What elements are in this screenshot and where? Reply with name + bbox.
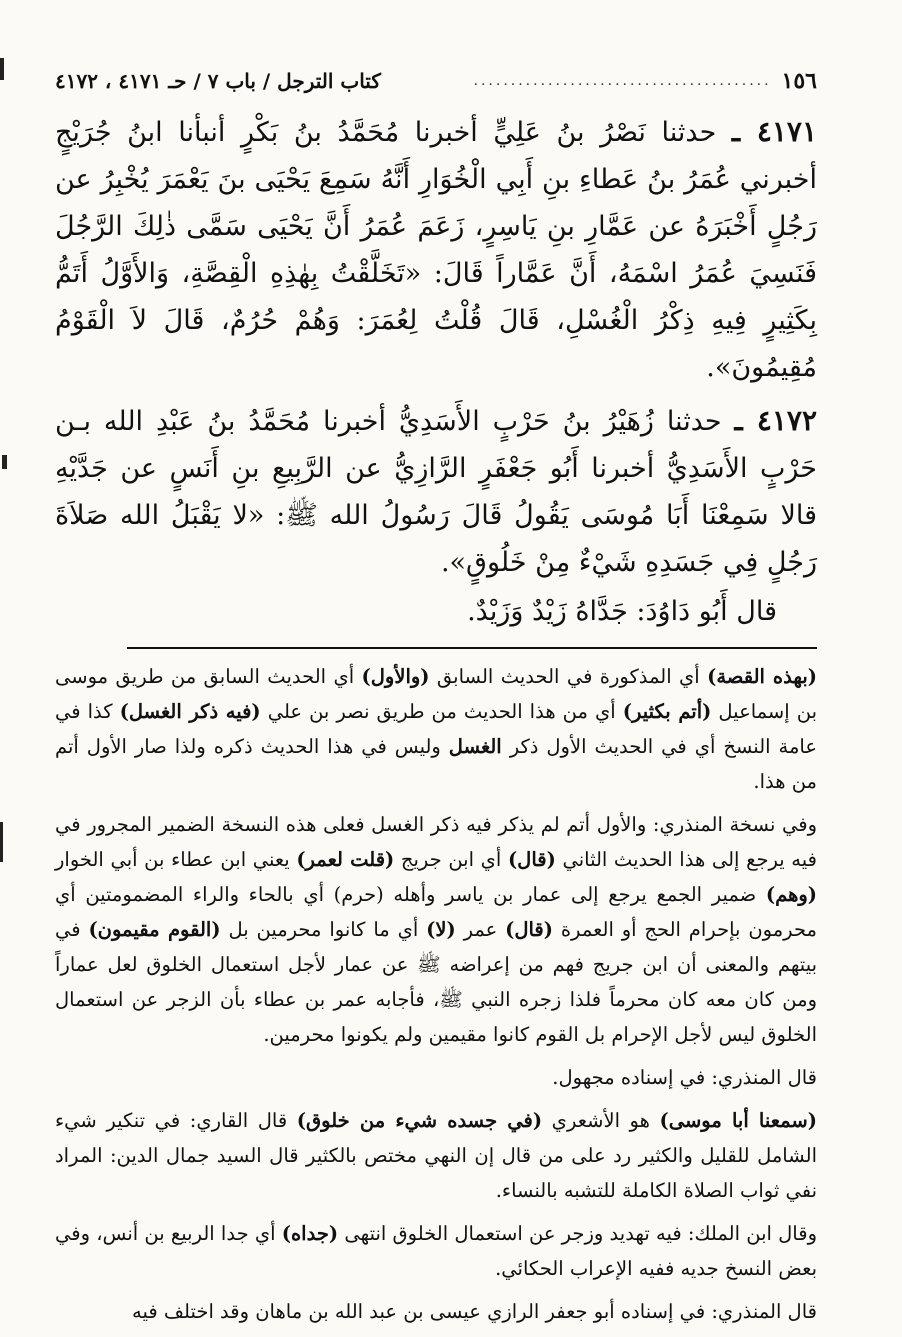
commentary-text: أي الحديث السابق من طريق موسى بن إسماعيل bbox=[55, 665, 817, 723]
commentary-text: قال القاري: في تنكير شيء الشامل للقليل والكثير رد على من قال إن النهي مختص بالكثير قال السيد جمال الدين: المراد نفي ثواب الصلاة الكاملة للتشبه بالنساء. bbox=[55, 1109, 817, 1202]
hadith-number: ٤١٧٢ ـ bbox=[734, 404, 817, 437]
commentary-term: (سمعنا أبا موسى) bbox=[659, 1109, 817, 1132]
commentary-term: (لا) bbox=[426, 918, 456, 941]
commentary-term: (قال) bbox=[505, 918, 553, 941]
hadith-number: ٤١٧١ ـ bbox=[731, 115, 817, 148]
book-page bbox=[55, 60, 818, 1323]
commentary-paragraph bbox=[55, 659, 817, 799]
header-leader-dots: ........................................ bbox=[473, 73, 772, 89]
commentary-text: يعني ابن عطاء بن أبي الخوار bbox=[55, 848, 297, 871]
hadith-text: حدثنا زُهَيْرُ بنُ حَرْبٍ الأَسَدِيُّ أخبرنا مُحَمَّدُ بنُ عَبْدِ الله بـن حَرْبٍ الأَسَدِيُّ أخبرنا أَبُو جَعْفَرٍ الرَّازِيُّ عن الرَّبِيعِ بنِ أَنَسٍ عن جَدَّيْهِ قالا سَمِعْنَا أَبَا مُوسَى يَقُولُ قَالَ رَسُولُ الله ﷺ: «لا يَقْبَلُ الله صَلاَةَ رَجُلٍ فِي جَسَدِهِ شَيْءٌ مِنْ خَلُوقٍ». bbox=[55, 406, 817, 578]
margin-mark-middle bbox=[2, 455, 7, 469]
commentary-term: الغسل bbox=[448, 735, 502, 758]
commentary-text: وليس في هذا الحديث ذكره ولذا صار الأول أتم من هذا. bbox=[55, 735, 817, 793]
commentary-text: ضمير الجمع يرجع إلى عمار بن ياسر وأهله (حرم) أي بالحاء والراء المضمومتين أي محرمون بإحرام الحج أو العمرة bbox=[55, 883, 817, 941]
running-header bbox=[55, 60, 817, 102]
commentary-paragraph bbox=[55, 1294, 817, 1329]
commentary-text: أي جدا الربيع بن أنس، وفي بعض النسخ جديه ففيه الإعراب الحكائي. bbox=[55, 1222, 817, 1280]
hadith-4172 bbox=[55, 397, 817, 586]
commentary-term: (وهم) bbox=[765, 883, 817, 906]
commentary-text: قال المنذري: في إسناده أبو جعفر الرازي عيسى بن عبد الله بن ماهان وقد اختلف فيه bbox=[132, 1300, 817, 1323]
commentary-term: (والأول) bbox=[361, 665, 430, 688]
commentary-text: أي ابن جريج bbox=[394, 848, 508, 871]
commentary-term: (قلت لعمر) bbox=[296, 848, 395, 871]
commentary-paragraph bbox=[55, 807, 817, 1052]
commentary-term: (القوم مقيمون) bbox=[88, 918, 221, 941]
chapter-reference: كتاب الترجل / باب ٧ / حـ ٤١٧١ ، ٤١٧٢ bbox=[55, 69, 381, 93]
footnote-divider bbox=[127, 647, 817, 649]
commentary-text: وقال ابن الملك: فيه تهديد وزجر عن استعمال الخلوق انتهى bbox=[338, 1222, 817, 1245]
commentary-term: (أتم بكثير) bbox=[622, 700, 712, 723]
abu-dawud-note: قال أَبُو دَاوُدَ: جَدَّاهُ زَيْدٌ وَزَيْدٌ. bbox=[467, 596, 777, 627]
commentary-text: أي من هذا الحديث من طريق نصر بن علي bbox=[260, 700, 623, 723]
commentary-text: قال المنذري: في إسناده مجهول. bbox=[552, 1066, 817, 1089]
margin-mark-lower bbox=[0, 822, 3, 862]
commentary-term: (قال) bbox=[507, 848, 556, 871]
commentary-term: (في جسده شيء من خلوق) bbox=[296, 1109, 543, 1132]
commentary-text: وفي نسخة المنذري: والأول أتم لم يذكر فيه ذكر الغسل فعلى هذه النسخة الضمير المجرور في فيه يرجع إلى هذا الحديث الثاني bbox=[55, 813, 817, 871]
commentary-paragraph bbox=[55, 1216, 817, 1286]
commentary-text: أي ما كانوا محرمين بل bbox=[220, 918, 427, 941]
commentary-text: هو الأشعري bbox=[542, 1109, 660, 1132]
margin-mark-top bbox=[0, 58, 4, 80]
commentary-text: كذا في عامة النسخ أي في الحديث الأول ذكر bbox=[55, 700, 817, 758]
commentary-term: (بهذه القصة) bbox=[707, 665, 818, 688]
commentary-paragraph bbox=[55, 1103, 817, 1208]
hadith-text: حدثنا نَصْرُ بنُ عَلِيٍّ أخبرنا مُحَمَّدُ بنُ بَكْرٍ أنبأنا ابنُ جُرَيْجٍ أخبرني عُمَرُ بنُ عَطاءِ بنِ أَبِي الْخُوَارِ أَنَّهُ سَمِعَ يَحْيَى بنَ يَعْمَرَ يُخْبِرُ عن رَجُلٍ أَخْبَرَهُ عن عَمَّارِ بنِ يَاسِرٍ، زَعَمَ عُمَرُ أَنَّ يَحْيَى سَمَّى ذٰلِكَ الرَّجُلَ فَنَسِيَ عُمَرُ اسْمَهُ، أَنَّ عَمَّاراً قَالَ: «تَخَلَّقْتُ بِهٰذِهِ الْقِصَّةِ، وَالأَوَّلُ أَتَمُّ بِكَثِيرٍ فِيهِ ذِكْرُ الْغُسْلِ، قَالَ قُلْتُ لِعُمَرَ: وَهُمْ حُرُمٌ، قَالَ لاَ الْقَوْمُ مُقِيمُونَ». bbox=[55, 117, 817, 383]
commentary-paragraph bbox=[55, 1060, 817, 1095]
commentary-text: أي المذكورة في الحديث السابق bbox=[429, 665, 708, 688]
commentary-term: (جداه) bbox=[281, 1222, 339, 1245]
page-number: ١٥٦ bbox=[781, 68, 817, 94]
hadith-4171 bbox=[55, 108, 817, 391]
commentary-text: عمر bbox=[455, 918, 506, 941]
commentary-text: في بيتهم والمعنى أن ابن جريج فهم من إعراضه ﷺ عن عمار لأجل استعمال الخلوق لعل عماراً ومن كان معه كان محرماً فلذا زجره النبي ﷺ، فأجابه عمر بن عطاء بأن الزجر عن استعمال الخلوق ليس لأجل الإحرام بل القوم كانوا مقيمين ولم يكونوا محرمين. bbox=[55, 918, 817, 1046]
commentary-term: (فيه ذكر الغسل) bbox=[119, 700, 261, 723]
